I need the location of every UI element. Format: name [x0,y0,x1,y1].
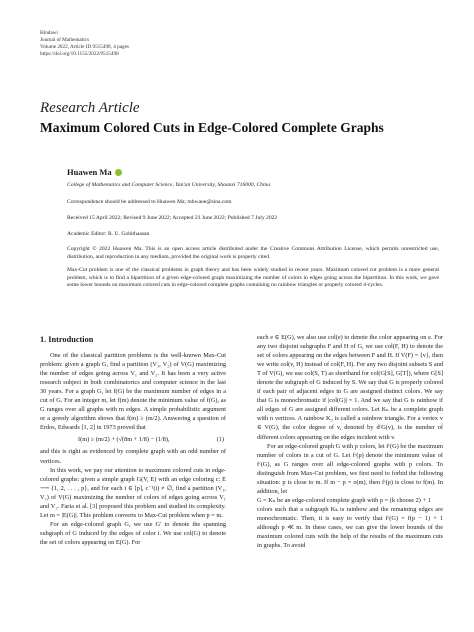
equation-1-number: (1) [216,436,224,444]
doi-link[interactable]: https://doi.org/10.1155/2022/9515498 [40,51,119,57]
intro-paragraph-2: and this is right as evidenced by complete graph with an odd number of vertices. [40,448,226,465]
article-type: Research Article [40,100,140,116]
journal-header [40,30,129,58]
equation-1-body: f(m) ≥ (m/2) + (√(8m + 1/8) − (1/8), [78,436,170,444]
right-column [257,333,443,550]
inline-equation: G = Kₙ be an edge-colored complete graph with p = (k choose 2) + 1 [257,496,431,504]
affiliation: College of Mathematics and Computer Science, Yan'an University, Shaanxi 716000, China [67,182,271,188]
publication-dates: Received 15 April 2022; Revised 9 June 2022; Accepted 23 June 2022; Published 7 July 2022 [67,215,278,221]
journal-name: Journal of Mathematics [40,37,89,43]
academic-editor: Academic Editor: R. U. Gobithaasan [67,231,150,237]
intro-paragraph-1: One of the classical partition problems is the well-known Max-Cut problem: given a graph G, find a partition (V₁, V₂) of V(G) maximizing the number of edges going across V₁ and V₂. It has been a very active research subject in both combinatorics and computer science in the last 30 years. For a graph G, let f(G) be the maximum number of edges in a cut of G. For an integer m, let f(m) denote the minimum value of f(G), as G ranges over all graphs with m edges. A simple probabilistic argument or a greedy algorithm shows that f(m) ≥ (m/2). Answering a question of Erdos, Edwards [1, 2] in 1973 proved that [40,352,226,432]
orcid-icon[interactable] [115,169,122,176]
correspondence: Correspondence should be addressed to Huawen Ma; mhwaue@sina.com [67,199,232,205]
right-paragraph-2: For an edge-colored graph G with p colors, let fᶜ(G) be the maximum number of colors in a cut of G. Let fᶜ(p) denote the minimum value of fᶜ(G), as G ranges over all edge-colored graphs with p colors. To distinguish from Max-Cut problem, we first need to forbid the following situation: p is close to m. If m − p = o(m), then fᶜ(p) is close to f(m). In addition, let [257,442,443,495]
paper-title: Maximum Colored Cuts in Edge-Colored Complete Graphs [40,120,384,135]
intro-paragraph-4: For an edge-colored graph G, we use G′ to denote the spanning subgraph of G induced by the edges of color i. We use col(G) to denote the set of colors appearing on E(G). For [40,520,226,546]
section-heading: 1. Introduction [40,335,94,344]
left-column [40,351,226,547]
author-line [67,167,122,177]
copyright-notice: Copyright © 2022 Huawen Ma. This is an open access article distributed under the Creative Commons Attribution License, which permits unrestricted use, distribution, and reproduction in any medium, provided the original work is properly cited. [67,246,439,260]
right-paragraph-1: each e ∈ E(G), we also use col(e) to denote the color appearing on e. For any two disjoint subgraphs F and H of G, we use col(F, H) to denote the set of colors appearing on the edges between F and H. If V(F) = {v}, then we write col(v, H) instead of col(F, H). For any two disjoint subsets S and T of V(G), we use col(S, T) as shorthand for col(G[S], G[T]), where G[S] denote the subgraph of G induced by S. We say that G is properly colored if each pair of adjacent edges in G are assigned distinct colors. We say that G is monochromatic if |col(G)| = 1. And we say that G is rainbow if all edges of G are assigned different colors. Let Kₙ be a complete graph with n vertices. A rainbow K₃ is called a rainbow triangle. For a vertex v ∈ V(G), the color degree of v, denoted by dᶜG(v), is the number of different colors appearing on the edges incident with v. [257,334,443,441]
right-paragraph-3: colors such that a subgraph Kₖ is rainbow and the remaining edges are monochromatic. Then, it is easy to verify that fᶜ(G) = f(p − 1) + 1 although p ≪ m. In these cases, we can give the lower bounds of the maximum colored cuts with the help of the results of the maximum cuts in graphs. To avoid [257,505,443,550]
volume-info: Volume 2022, Article ID 9515498, 4 pages [40,44,129,50]
publisher-name: Hindawi [40,30,58,36]
abstract: Max-Cut problem is one of the classical problems in graph theory and has been widely studied in recent years. Maximum colored cut problem is a more general problem, which is to find a bipartition of a given edge-colored graph maximizing the number of colors in edges going across the bipartition. In this work, we gave some lower bounds on maximum colored cuts in edge-colored complete graphs containing no rainbow triangles or properly colored 4-cycles. [67,267,439,289]
equation-1 [40,435,226,444]
intro-paragraph-3: In this work, we pay our attention to maximum colored cuts in edge-colored graphs: given a simple graph G(V, E) with an edge coloring c: E ⟶ {1, 2, . . . , p}, and for each i ∈ [p], c⁻¹(i) ≠ ∅, find a partition (V₁, V₂) of V(G) maximizing the number of colors of edges going across V₁ and V₂. Faria et al. [3] proposed this problem and studied its complexity. Let m = |E(G)|. This problem converts to Max-Cut problem when p = m. [40,466,226,519]
author-name: Huawen Ma [67,167,112,177]
